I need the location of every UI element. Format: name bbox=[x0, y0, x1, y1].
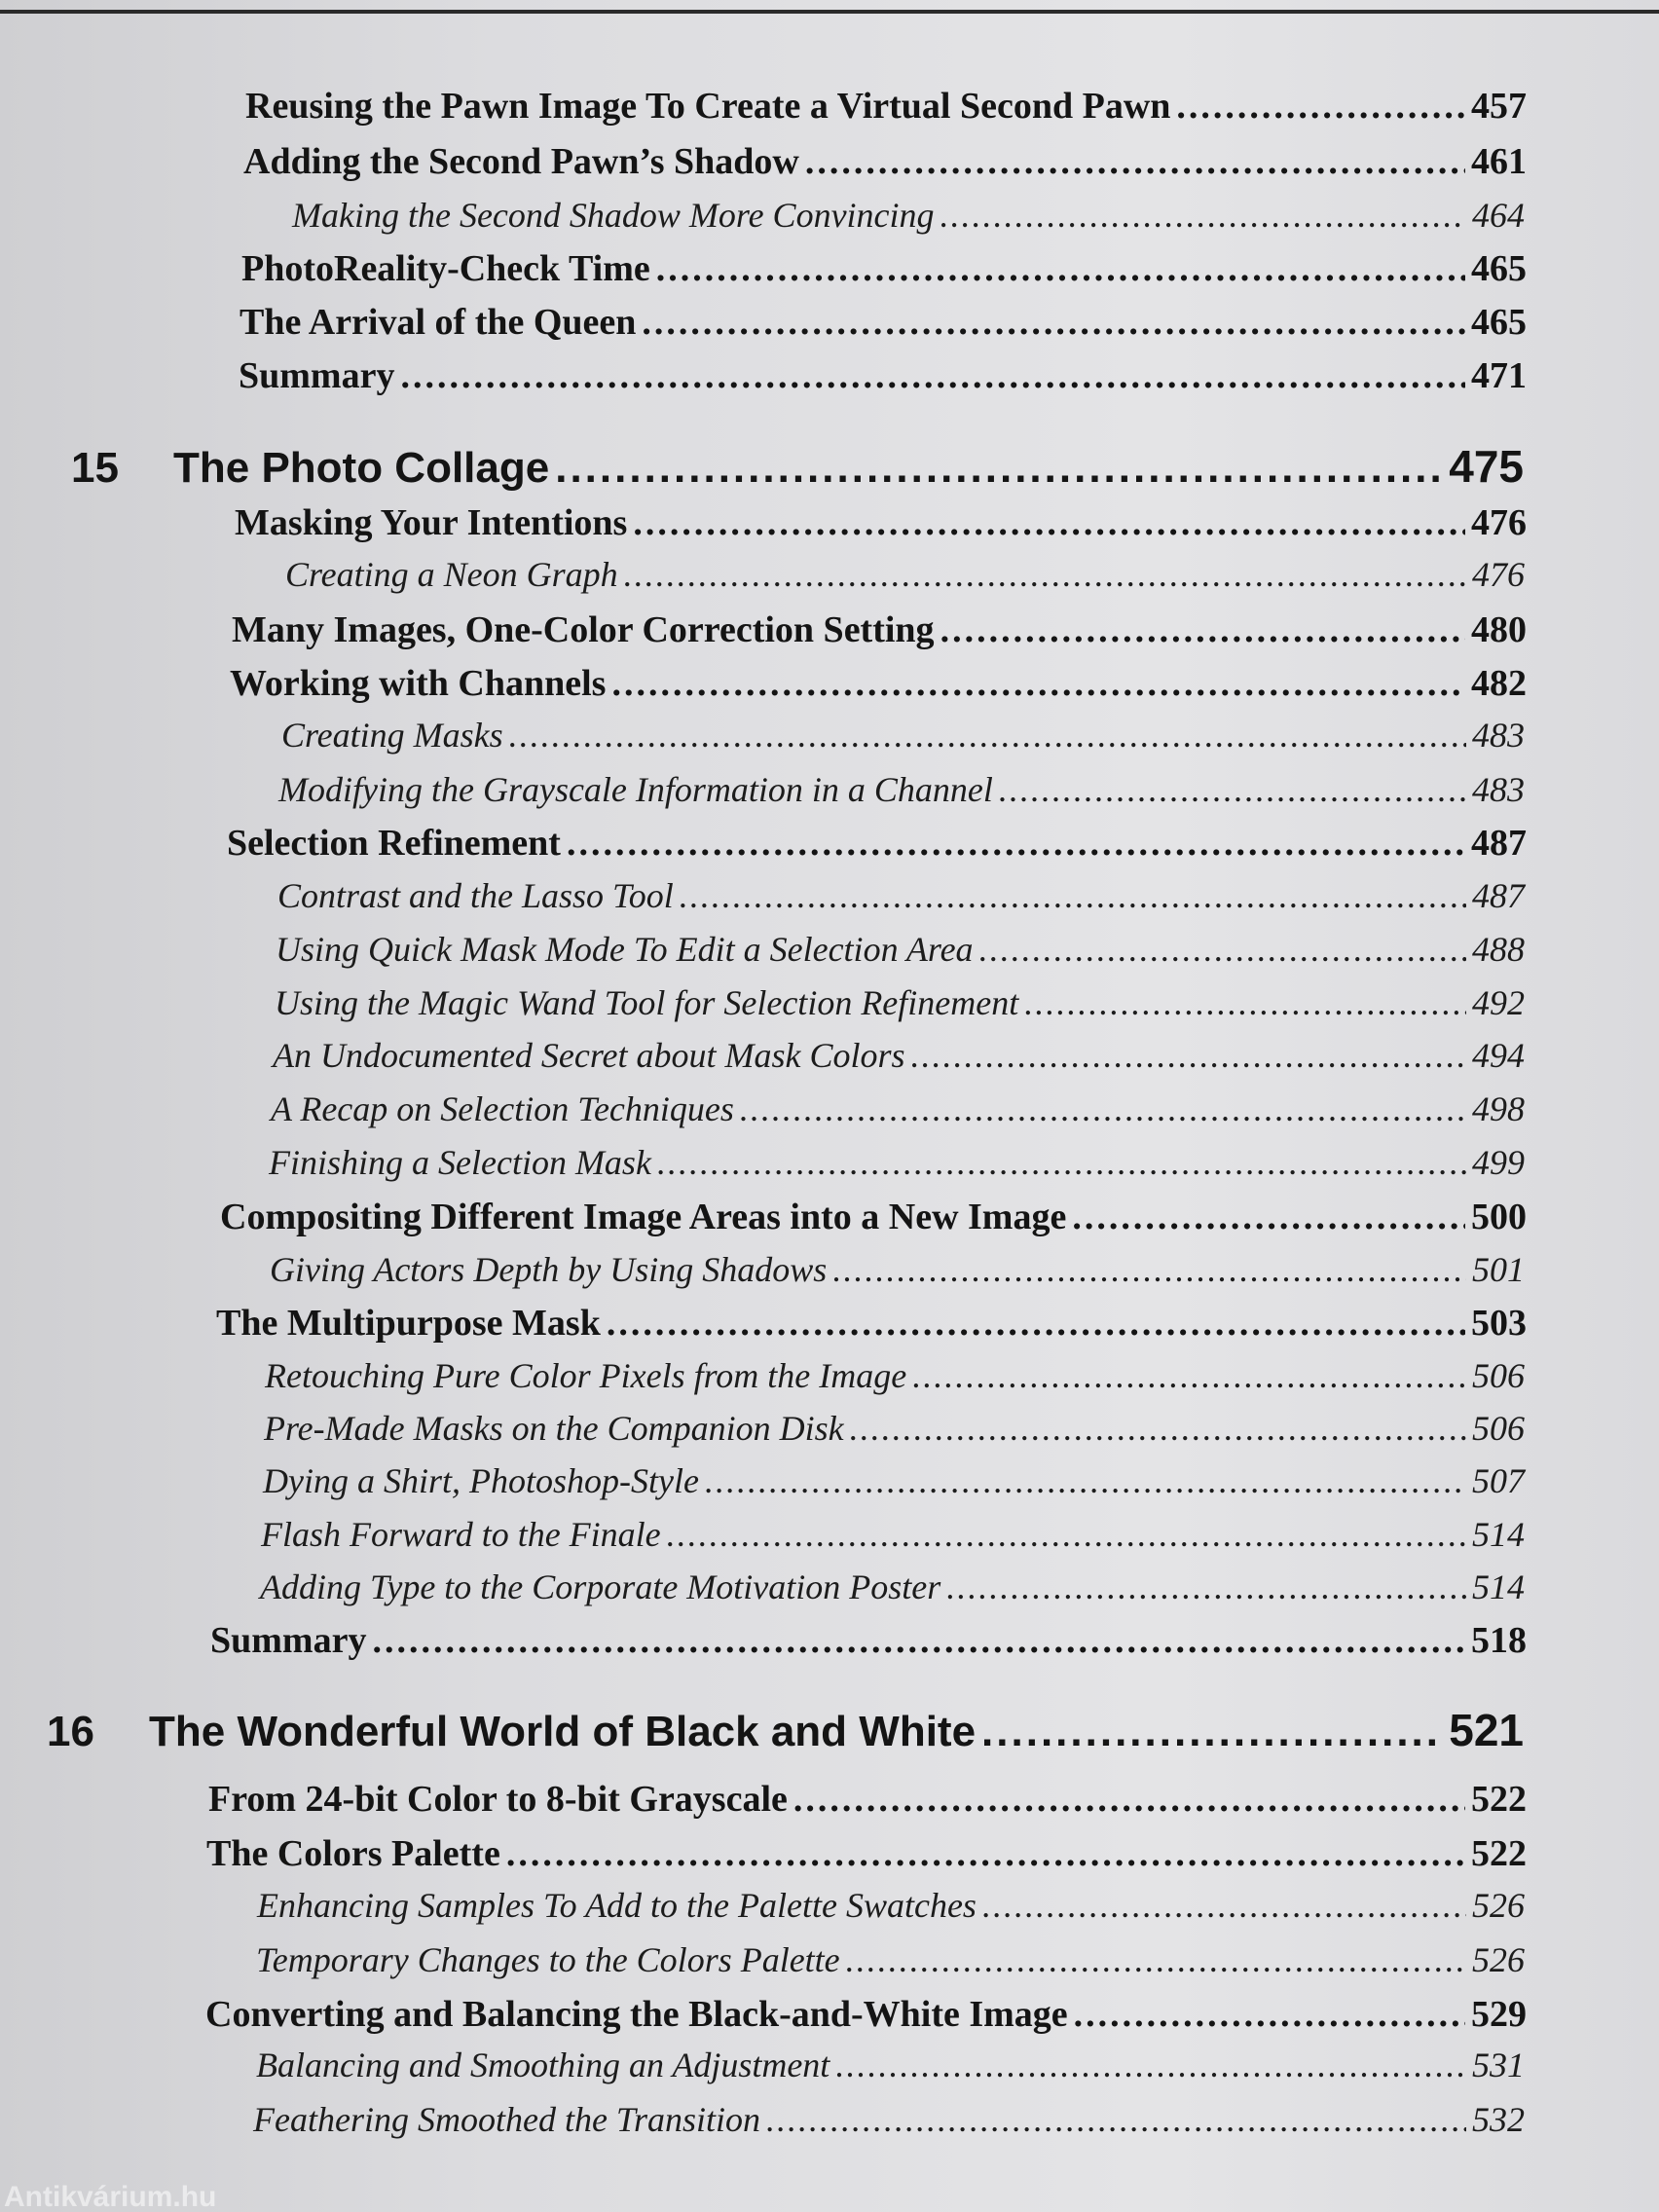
subsection-entry bbox=[276, 929, 1525, 970]
subsection-entry bbox=[278, 769, 1525, 810]
page-number: 514 bbox=[1472, 1567, 1525, 1606]
dot-leader bbox=[656, 247, 1465, 290]
page-number: 483 bbox=[1472, 770, 1525, 809]
dot-leader bbox=[607, 1302, 1465, 1345]
entry-title: Creating a Neon Graph bbox=[285, 555, 618, 594]
section-entry bbox=[239, 354, 1527, 397]
subsection-entry bbox=[264, 1408, 1525, 1449]
entry-title: Enhancing Samples To Add to the Palette Swatches bbox=[257, 1886, 977, 1925]
subsection-entry bbox=[260, 1567, 1525, 1607]
subsection-entry bbox=[277, 875, 1525, 916]
section-entry bbox=[240, 301, 1527, 344]
subsection-entry bbox=[275, 982, 1525, 1023]
entry-title: Using the Magic Wand Tool for Selection Refinement bbox=[275, 983, 1019, 1022]
section-entry bbox=[232, 608, 1527, 651]
section-entry bbox=[227, 822, 1527, 865]
chapter-entry bbox=[71, 440, 1524, 493]
entry-title: Modifying the Grayscale Information in a Channel bbox=[278, 770, 993, 809]
dot-leader bbox=[509, 715, 1466, 756]
page-number: 480 bbox=[1471, 609, 1527, 650]
section-entry bbox=[216, 1302, 1527, 1345]
entry-title: Contrast and the Lasso Tool bbox=[277, 876, 674, 915]
entry-title: Finishing a Selection Mask bbox=[269, 1143, 651, 1182]
entry-title: Temporary Changes to the Colors Palette bbox=[256, 1940, 840, 1979]
dot-leader bbox=[835, 2045, 1466, 2085]
dot-leader bbox=[372, 1619, 1465, 1662]
section-entry bbox=[243, 140, 1527, 183]
dot-leader bbox=[567, 822, 1465, 865]
page-number: 471 bbox=[1471, 355, 1527, 396]
watermark-text: Antikvárium.hu bbox=[4, 2183, 217, 2212]
page-number: 521 bbox=[1449, 1705, 1524, 1755]
page-number: 483 bbox=[1472, 716, 1525, 755]
section-entry bbox=[206, 1832, 1527, 1875]
entry-title: Retouching Pure Color Pixels from the Image bbox=[265, 1356, 907, 1395]
entry-title: A Recap on Selection Techniques bbox=[271, 1089, 734, 1128]
page-number: 482 bbox=[1471, 663, 1527, 704]
subsection-entry bbox=[265, 1355, 1525, 1396]
dot-leader bbox=[667, 1514, 1466, 1555]
subsection-entry bbox=[256, 2045, 1525, 2085]
dot-leader bbox=[680, 875, 1466, 916]
subsection-entry bbox=[269, 1142, 1525, 1183]
page-number: 503 bbox=[1471, 1303, 1527, 1344]
subsection-entry bbox=[271, 1088, 1525, 1129]
page-number: 506 bbox=[1472, 1409, 1525, 1448]
page-number: 526 bbox=[1472, 1940, 1525, 1979]
page-number: 461 bbox=[1471, 141, 1527, 182]
dot-leader bbox=[611, 662, 1465, 705]
dot-leader bbox=[1176, 85, 1465, 128]
page-number: 488 bbox=[1472, 930, 1525, 969]
dot-leader bbox=[1074, 1993, 1465, 2036]
dot-leader bbox=[940, 195, 1466, 236]
dot-leader bbox=[832, 1249, 1466, 1290]
dot-leader bbox=[850, 1408, 1466, 1449]
page-number: 518 bbox=[1471, 1620, 1527, 1661]
chapter-title: The Photo Collage bbox=[173, 444, 550, 492]
page-number: 522 bbox=[1471, 1833, 1527, 1874]
dot-leader bbox=[1072, 1196, 1465, 1238]
dot-leader bbox=[506, 1832, 1465, 1875]
dot-leader bbox=[805, 140, 1465, 183]
entry-title: Working with Channels bbox=[230, 663, 607, 704]
entry-title: Selection Refinement bbox=[227, 823, 561, 864]
dot-leader bbox=[555, 444, 1443, 493]
page-number: 457 bbox=[1471, 86, 1527, 127]
page-number: 501 bbox=[1472, 1250, 1525, 1289]
entry-title: Reusing the Pawn Image To Create a Virtual Second Pawn bbox=[245, 86, 1171, 127]
dot-leader bbox=[981, 1708, 1443, 1756]
page-number: 475 bbox=[1449, 441, 1524, 492]
dot-leader bbox=[705, 1460, 1466, 1501]
entry-title: Adding the Second Pawn’s Shadow bbox=[243, 141, 799, 182]
subsection-entry bbox=[261, 1514, 1525, 1555]
entry-title: Adding Type to the Corporate Motivation Poster bbox=[260, 1567, 941, 1606]
entry-title: The Multipurpose Mask bbox=[216, 1303, 601, 1344]
dot-leader bbox=[657, 1142, 1466, 1183]
page-number: 500 bbox=[1471, 1197, 1527, 1237]
subsection-entry bbox=[270, 1249, 1525, 1290]
page-number: 531 bbox=[1472, 2046, 1525, 2084]
entry-title: Summary bbox=[210, 1620, 367, 1661]
section-entry bbox=[230, 662, 1527, 705]
chapter-title: The Wonderful World of Black and White bbox=[149, 1708, 977, 1755]
entry-title: Many Images, One-Color Correction Setting bbox=[232, 609, 935, 650]
subsection-entry bbox=[281, 715, 1525, 756]
page-number: 522 bbox=[1471, 1779, 1527, 1820]
subsection-entry bbox=[273, 1035, 1525, 1076]
dot-leader bbox=[793, 1778, 1465, 1821]
dot-leader bbox=[740, 1088, 1466, 1129]
dot-leader bbox=[912, 1355, 1466, 1396]
page-number: 476 bbox=[1472, 555, 1525, 594]
dot-leader bbox=[766, 2099, 1466, 2140]
chapter-number: 16 bbox=[47, 1708, 94, 1755]
subsection-entry bbox=[285, 554, 1525, 595]
page-number: 526 bbox=[1472, 1886, 1525, 1925]
entry-title: Converting and Balancing the Black-and-White Image bbox=[205, 1994, 1068, 2035]
dot-leader bbox=[1024, 982, 1466, 1023]
page-number: 464 bbox=[1472, 196, 1525, 235]
entry-title: Making the Second Shadow More Convincing bbox=[292, 196, 935, 235]
entry-title: Giving Actors Depth by Using Shadows bbox=[270, 1250, 828, 1289]
subsection-entry bbox=[257, 1885, 1525, 1926]
dot-leader bbox=[911, 1035, 1466, 1076]
dot-leader bbox=[946, 1567, 1466, 1607]
page-number: 498 bbox=[1472, 1089, 1525, 1128]
page-number: 492 bbox=[1472, 983, 1525, 1022]
dot-leader bbox=[979, 929, 1466, 970]
page-number: 487 bbox=[1472, 876, 1525, 915]
section-entry bbox=[220, 1196, 1527, 1238]
dot-leader bbox=[999, 769, 1466, 810]
subsection-entry bbox=[263, 1460, 1525, 1501]
entry-title bbox=[71, 444, 549, 493]
section-entry bbox=[205, 1993, 1527, 2036]
dot-leader bbox=[633, 501, 1465, 544]
section-entry bbox=[241, 247, 1527, 290]
page-number: 476 bbox=[1471, 502, 1527, 543]
entry-title: Dying a Shirt, Photoshop-Style bbox=[263, 1461, 699, 1500]
entry-title: Summary bbox=[239, 355, 395, 396]
page-number: 487 bbox=[1471, 823, 1527, 864]
entry-title: The Arrival of the Queen bbox=[240, 302, 637, 343]
entry-title: The Colors Palette bbox=[206, 1833, 500, 1874]
dot-leader bbox=[624, 554, 1466, 595]
subsection-entry bbox=[256, 1939, 1525, 1980]
entry-title: Balancing and Smoothing an Adjustment bbox=[256, 2046, 830, 2084]
entry-title: Using Quick Mask Mode To Edit a Selection Area bbox=[276, 930, 974, 969]
page-number: 507 bbox=[1472, 1461, 1525, 1500]
entry-title: Creating Masks bbox=[281, 716, 503, 755]
section-entry bbox=[245, 85, 1527, 128]
subsection-entry bbox=[292, 195, 1525, 236]
section-entry bbox=[235, 501, 1527, 544]
entry-title: Masking Your Intentions bbox=[235, 502, 628, 543]
page-number: 506 bbox=[1472, 1356, 1525, 1395]
entry-title: From 24-bit Color to 8-bit Grayscale bbox=[208, 1779, 788, 1820]
section-entry bbox=[210, 1619, 1527, 1662]
dot-leader bbox=[982, 1885, 1466, 1926]
page-number: 494 bbox=[1472, 1036, 1525, 1075]
entry-title: Feathering Smoothed the Transition bbox=[253, 2100, 760, 2139]
subsection-entry bbox=[253, 2099, 1525, 2140]
entry-title: An Undocumented Secret about Mask Colors bbox=[273, 1036, 905, 1075]
entry-title bbox=[47, 1708, 976, 1756]
dot-leader bbox=[400, 354, 1465, 397]
page-number: 499 bbox=[1472, 1143, 1525, 1182]
entry-title: Pre-Made Masks on the Companion Disk bbox=[264, 1409, 844, 1448]
entry-title: PhotoReality-Check Time bbox=[241, 248, 650, 289]
page-number: 465 bbox=[1471, 248, 1527, 289]
entry-title: Compositing Different Image Areas into a New Image bbox=[220, 1197, 1067, 1237]
page-number: 465 bbox=[1471, 302, 1527, 343]
page-number: 514 bbox=[1472, 1515, 1525, 1554]
page-number: 532 bbox=[1472, 2100, 1525, 2139]
dot-leader bbox=[940, 608, 1465, 651]
page-number: 529 bbox=[1471, 1994, 1527, 2035]
section-entry bbox=[208, 1778, 1527, 1821]
chapter-number: 15 bbox=[71, 444, 119, 492]
entry-title: Flash Forward to the Finale bbox=[261, 1515, 661, 1554]
dot-leader bbox=[846, 1939, 1466, 1980]
dot-leader bbox=[642, 301, 1465, 344]
chapter-entry bbox=[47, 1704, 1524, 1756]
